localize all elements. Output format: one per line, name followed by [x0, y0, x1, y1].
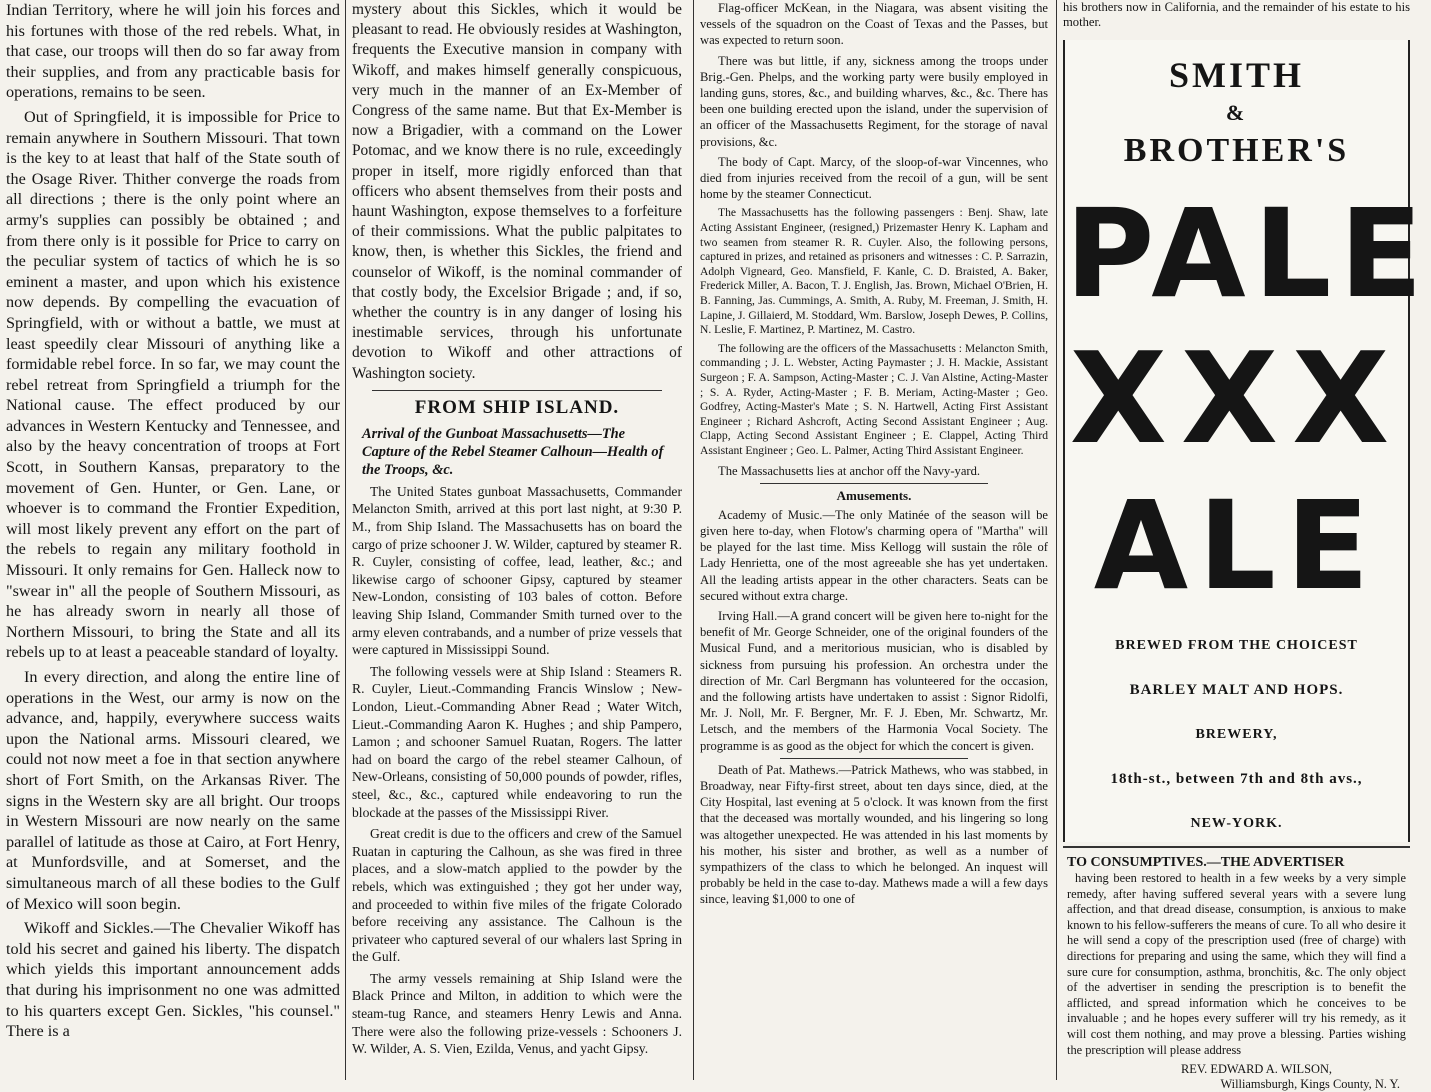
headline: FROM SHIP ISLAND. — [414, 396, 620, 418]
article-paragraph: his brothers now in California, and the remainder of his estate to his mother. — [1063, 0, 1410, 29]
ad-line: BREWERY, — [1195, 727, 1278, 742]
amusements-heading: Amusements. — [836, 487, 912, 503]
column-3 — [700, 0, 1048, 1080]
column-1 — [6, 0, 340, 1080]
article-paragraph: The army vessels remaining at Ship Island were the Black Prince and Milton, in addition to which were the steam-tug Rance, and steamers Henry Lewis and Anna. There were also the following prize-vessels : Schooners J. W. Wilder, A. S. Vien, Ezilda, Venus, and yacht Gipsy. — [352, 970, 682, 1057]
article-paragraph: The United States gunboat Massachusetts, Commander Melancton Smith, arrived at this port last night, at 9:30 P. M., from Ship Island. The Massachusetts has on board the cargo of prize schooner J. W. Wilder, captured by steamer R. R. Cuyler, consisting of coffee, lead, leather, &c.; and likewise cargo of schooner Gipsy, captured by steamer New-London, consisting of 103 bales of cotton. Before leaving Ship Island, Commander Smith turned over to the army eleven contrabands, and a number of prize vessels that were captured in Mississippi Sound. — [352, 483, 682, 658]
article-paragraph: The following vessels were at Ship Island : Steamers R. R. Cuyler, Lieut.-Commanding Francis Winslow ; New-London, Lieut.-Commanding Abner Read ; Water Witch, Lieut.-Commanding Aaron K. Hughes ; and ship Pampero, Lamon ; and schooner Samuel Ruatan, Rogers. The latter had on board the cargo of the rebel steamer Calhoun, of New-Orleans, consisting of 50,000 pounds of powder, rifles, steel, &c., &c., captured while endeavoring to run the blockade at the passes of the Mississippi River. — [352, 663, 682, 820]
ad-heading: TO CONSUMPTIVES.—THE ADVERTISER — [1067, 855, 1345, 870]
consumptives-advertisement — [1063, 854, 1410, 1092]
ad-line: NEW-YORK. — [1190, 816, 1283, 831]
article-paragraph: The body of Capt. Marcy, of the sloop-of-war Vincennes, who died from injuries received from the recoil of a gun, will be sent home by the steamer Connecticut. — [700, 154, 1048, 202]
ad-signature-address: Williamsburgh, Kings County, N. Y. — [1220, 1077, 1400, 1092]
ad-word-pale: PALE — [1065, 183, 1431, 325]
article-paragraph: Death of Pat. Mathews.—Patrick Mathews, who was stabbed, in Broadway, near Fifty-first street, about ten days since, died, at the City Hospital, last evening at 5 o'clock. It was known from the first that the deceased was mortally wounded, and his lingering so long was altogether unexpected. He was attended in his last moments by his mother, his sister and brother, as well as a number of sympathizers of the class to which he belonged. An inquest will probably be held in the case to-day. Mathews made a will a few days since, leaving $1,000 to one of — [700, 762, 1048, 907]
section-divider — [372, 390, 662, 391]
subheadline: Arrival of the Gunboat Massachusetts—The Capture of the Rebel Steamer Calhoun—Health of the Troops, &c. — [362, 425, 664, 478]
article-paragraph: Indian Territory, where he will join his forces and his fortunes with those of the red rebels. What, in that case, our troops will then do so far away from their supplies, and from any practicable basis for operations, remains to be seen. — [6, 1, 340, 102]
article-paragraph: The Massachusetts lies at anchor off the Navy-yard. — [718, 463, 981, 478]
pale-ale-advertisement — [1063, 40, 1431, 842]
ad-brand-smith: SMITH — [1168, 55, 1305, 95]
article-paragraph: In every direction, and along the entire line of operations in the West, our army is now on the advance, and, happily, everywhere success waits upon the National arms. Missouri cleared, we could not now meet a foe in that section anywhere short of Fort Smith, on the Arkansas River. The signs in the Western sky are all bright. Our troops in Western Missouri are now nearly on the same parallel of latitude as those at Cairo, at Fort Henry, at Munfordsville, and at Somerset, and the simultaneous march of all these bodies to the Gulf of Mexico will soon begin. — [6, 668, 340, 913]
ad-ampersand: & — [1225, 100, 1248, 125]
ad-word-ale: ALE — [1093, 475, 1380, 617]
article-paragraph: Academy of Music.—The only Matinée of the season will be given here to-day, when Flotow's charming opera of "Martha" will be played for the last time. Miss Kellogg will sustain the rôle of Lady Henrietta, one of the most agreeable she has yet undertaken. All the leading artists appear in the other characters. Seats can be secured without extra charge. — [700, 507, 1048, 603]
article-paragraph: The following are the officers of the Massachusetts : Melancton Smith, commanding ; J. L. Webster, Acting Paymaster ; J. H. Mackie, Assistant Surgeon ; F. A. Sampson, Acting-Master ; C. J. Van Alstine, Acting-Master ; S. A. Ryder, Acting-Master ; F. B. Meriam, Acting-Master ; Geo. Godfrey, Acting-Master's Mate ; S. N. Hartwell, Acting First Assistant Engineer ; Richard Ashcroft, Acting Second Assistant Engineer ; Aug. Clapp, Acting Second Assistant Engineer ; E. Clappel, Acting Third Assistant Engineer ; Geo. L. Palmer, Acting Third Assistant Engineer. — [700, 341, 1048, 457]
article-paragraph: Irving Hall.—A grand concert will be given here to-night for the benefit of Mr. George Schneider, one of the original founders of the Musical Fund, and a meritorious musician, who is disabled by sickness from pursuing his profession. An orchestra under the direction of Mr. Carl Bergmann has volunteered for the occasion, and the following artists have undertaken to assist : Signor Ridolfi, Mr. J. Noll, Mr. F. Bergner, Mr. F. J. Eben, Mr. Schwartz, Mr. Letsch, and the members of the Harmonia Vocal Society. The programme is as good as the object for which the concert is given. — [700, 608, 1048, 753]
ad-line: 18th-st., between 7th and 8th avs., — [1110, 771, 1363, 787]
article-paragraph: Flag-officer McKean, in the Niagara, was absent visiting the vessels of the squadron on the Coast of Texas and the Passes, but was expected to return soon. — [700, 1, 1048, 48]
section-divider — [1063, 846, 1410, 848]
section-divider — [780, 758, 968, 759]
column-rule — [345, 0, 346, 1080]
ad-body: having been restored to health in a few weeks by a very simple remedy, after having suffered several years with a severe lung affection, and that dread disease, consumption, is anxious to make known to his fellow-sufferers the means of cure. To all who desire it he will send a copy of the prescription used (free of charge) with directions for preparing and using the same, which they will find a sure cure for consumption, asthma, bronchitis, &c. The only object of the advertiser in sending the prescription is to benefit the afflicted, and spread information which he conceives to be invaluable ; and he hopes every sufferer will try his remedy, as it will cost them nothing, and may prove a blessing. Parties wishing the prescription will please address — [1067, 871, 1406, 1057]
article-paragraph: mystery about this Sickles, which it would be pleasant to read. He obviously resides at Washington, frequents the Executive mansion in company with Wikoff, and makes himself generally conspicuous, very much in the manner of an Ex-Member of Congress of the same name. But that Ex-Member is now a Brigadier, with a command on the Lower Potomac, and we know there is no rule, exceedingly proper in itself, more rigidly enforced than that officers who absent themselves from their posts and haunt Washington, expose themselves to a forfeiture of their commissions. What the public palpitates to know, then, is whether this Sickles, the friend and counselor of Wikoff, is the nominal commander of that costly body, the Excelsior Brigade ; and, if so, whether the country is in any danger of losing his inestimable services, through his unfortunate devotion to Wikoff and other attractions of Washington society. — [352, 1, 682, 382]
ad-line: BARLEY MALT AND HOPS. — [1129, 682, 1344, 698]
column-rule — [693, 0, 694, 1080]
article-paragraph: Out of Springfield, it is impossible for Price to remain anywhere in Southern Missouri. That town is the key to at least that half of the State south of the Osage River. Thither converge the roads from all directions ; there is the only point where an army's supplies can possibly be obtained ; and from there only is it possible for Price to carry on the peculiar system of tactics of which he is so eminent a master, and upon which his existence now depends. By compelling the evacuation of Springfield, with or without a battle, we must at least speedily clear Missouri of anything like a formidable rebel force. In so far, we may count the rebel retreat from Springfield a triumph for the National cause. The effect produced by our advances in Western Kentucky and Tennessee, and also by the heavy concentration of troops at Fort Scott, in Southern Kansas, preparatory to the movement of Gen. Hunter, or Gen. Lane, or whoever is to command the Frontier Expedition, will most likely prevent any effort on the part of the rebels to regain any military foothold in Missouri. It only remains for Gen. Halleck now to "swear in" all the people of Southern Missouri, as he has already sworn in nearly all those of Northern Missouri, to bring the State and all its rebels up to at least a peaceable standard of loyalty. — [6, 107, 340, 662]
column-4 — [1063, 0, 1431, 1092]
ad-signature: REV. EDWARD A. WILSON, — [1181, 1062, 1332, 1077]
section-divider — [760, 483, 988, 484]
article-paragraph: Wikoff and Sickles.—The Chevalier Wikoff has told his secret and gained his liberty. The dispatch which yields this important announcement adds that during his imprisonment no one was admitted to his quarters except Gen. Sickles, "his counsel." There is a — [6, 919, 340, 1041]
ad-brand-brothers: BROTHER'S — [1123, 132, 1350, 169]
ad-word-xxx: XXX — [1069, 325, 1404, 472]
column-2 — [352, 0, 682, 1080]
article-paragraph: The Massachusetts has the following passengers : Benj. Shaw, late Acting Assistant Engineer, (resigned,) Prizemaster Henry K. Lapham and two seamen from steamer R. R. Cuyler. Also, the following persons, captured in prizes, and retained as prisoners and witnesses : C. P. Sarrazin, Adolph Vigneard, Geo. Mansfield, F. Kanle, C. D. Braisted, A. Baker, Frederick Miller, A. Bacon, T. J. English, Jas. Brown, Michael O'Brien, H. B. Fanning, Jas. Cummings, A. Smith, A. Ruby, M. Freeman, J. Smith, H. Lapine, J. Gillaierd, M. Stoddard, Wm. Barslow, Joseph Dewes, P. Collins, N. Leslie, F. Martinez, P. Martinez, M. Castro. — [700, 206, 1048, 337]
column-rule — [1056, 0, 1057, 1080]
ad-line: BREWED FROM THE CHOICEST — [1115, 638, 1358, 653]
article-paragraph: Great credit is due to the officers and crew of the Samuel Ruatan in capturing the Calhoun, as she was fired in three places, and a slow-match applied to the powder by the rebels, which was extinguished ; they got her under way, and proceeded to within five miles of the frigate Colorado before receiving any assistance. The Calhoun is the privateer who captured several of our whalers last Spring in the Gulf. — [352, 826, 682, 965]
article-paragraph: There was but little, if any, sickness among the troops under Brig.-Gen. Phelps, and the working party were busily employed in landing guns, stores, &c., and building wharves, &c., &c. There has been one building erected upon the island, under the supervision of an officer of the Massachusetts Regiment, for the storage of naval provisions, &c. — [700, 53, 1048, 149]
